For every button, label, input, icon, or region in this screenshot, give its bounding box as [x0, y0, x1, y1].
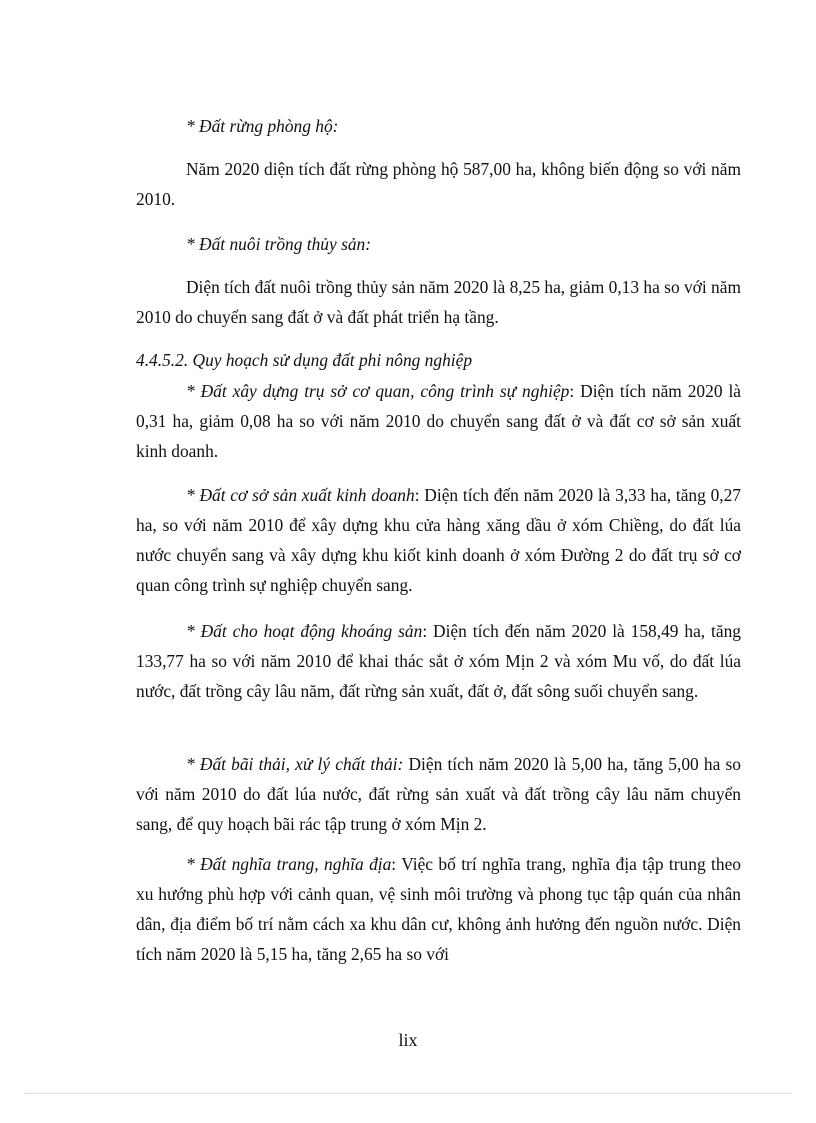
page-number: lix: [398, 1030, 418, 1050]
paragraph-business-land: [136, 480, 741, 600]
lead-cemetery-land: * Đất nghĩa trang, nghĩa địa: [186, 854, 392, 874]
heading-aquaculture: * Đất nuôi trồng thủy sản:: [186, 234, 372, 254]
paragraph-cemetery-land: [136, 849, 741, 969]
lead-waste-land: * Đất bãi thải, xử lý chất thải:: [186, 754, 404, 774]
footer-divider: [24, 1093, 792, 1094]
body-mining-land: : Diện tích đến năm 2020 là 158,49 ha, tăng 133,77 ha so với năm 2010 để khai thác sắt ở xóm Mịn 2 và xóm Mu vố, do đất lúa nước, đất trồng cây lâu năm, đất rừng sản xuất, đất ở, đất sông suối chuyển sang.: [136, 621, 741, 701]
section-heading-non-agricultural-land: 4.4.5.2. Quy hoạch sử dụng đất phi nông nghiệp: [136, 350, 473, 370]
paragraph-office-land: [136, 376, 741, 466]
body-office-land: : Diện tích năm 2020 là 0,31 ha, giảm 0,08 ha so với năm 2010 do chuyển sang đất ở và đất cơ sở sản xuất kinh doanh.: [136, 381, 741, 461]
paragraph-waste-land: [136, 749, 741, 839]
lead-business-land: * Đất cơ sở sản xuất kinh doanh: [186, 485, 415, 505]
heading-protection-forest: * Đất rừng phòng hộ:: [186, 116, 339, 136]
body-cemetery-land: : Việc bố trí nghĩa trang, nghĩa địa tập trung theo xu hướng phù hợp với cảnh quan, vệ sinh môi trường và phong tục tập quán của nhân dân, địa điểm bố trí nằm cách xa khu dân cư, không ảnh hưởng đến nguồn nước. Diện tích năm 2020 là 5,15 ha, tăng 2,65 ha so với: [136, 854, 741, 964]
lead-office-land: * Đất xây dựng trụ sở cơ quan, công trình sự nghiệp: [186, 381, 570, 401]
body-business-land: : Diện tích đến năm 2020 là 3,33 ha, tăng 0,27 ha, so với năm 2010 để xây dựng khu cửa hàng xăng dầu ở xóm Chiềng, do đất lúa nước chuyển sang và xây dựng khu kiốt kinh doanh ở xóm Đường 2 do đất trụ sở cơ quan công trình sự nghiệp chuyển sang.: [136, 485, 742, 595]
paragraph-mining-land: [136, 616, 741, 706]
body-waste-land: Diện tích năm 2020 là 5,00 ha, tăng 5,00 ha so với năm 2010 do đất lúa nước, đất rừng sản xuất và đất trồng cây lâu năm chuyển sang, để quy hoạch bãi rác tập trung ở xóm Mịn 2.: [136, 754, 741, 834]
paragraph-aquaculture: Diện tích đất nuôi trồng thủy sản năm 2020 là 8,25 ha, giảm 0,13 ha so với năm 2010 do chuyển sang đất ở và đất phát triển hạ tầng.: [136, 277, 741, 327]
lead-mining-land: * Đất cho hoạt động khoáng sản: [186, 621, 423, 641]
paragraph-protection-forest: Năm 2020 diện tích đất rừng phòng hộ 587,00 ha, không biến động so với năm 2010.: [136, 159, 741, 209]
